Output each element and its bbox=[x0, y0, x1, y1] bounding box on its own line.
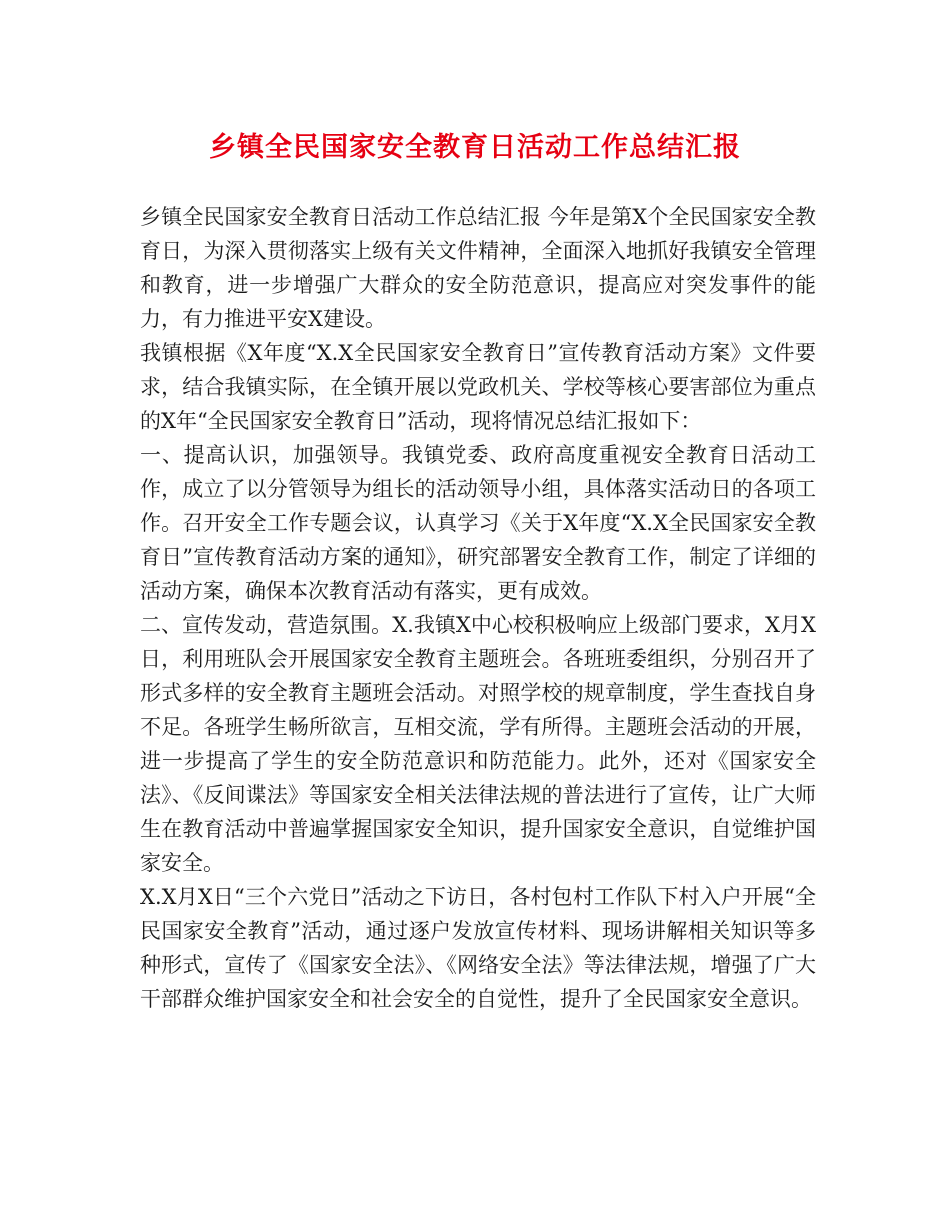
paragraph-basis: 我镇根据《X年度“X.X全民国家安全教育日”宣传教育活动方案》文件要求，结合我镇实际，在全镇开展以党政机关、学校等核心要害部位为重点的X年“全民国家安全教育日”活动，现将情况总结汇报如下： bbox=[140, 341, 816, 433]
paragraph-village-visit: X.X月X日“三个六党日”活动之下访日，各村包村工作队下村入户开展“全民国家安全教育”活动，通过逐户发放宣传材料、现场讲解相关知识等多种形式，宣传了《国家安全法》、《网络安全法》等法律法规，增强了广大干部群众维护国家安全和社会安全的自觉性，提升了全民国家安全意识。 bbox=[140, 885, 816, 1011]
document-title: 乡镇全民国家安全教育日活动工作总结汇报 bbox=[209, 132, 741, 163]
paragraph-intro: 乡镇全民国家安全教育日活动工作总结汇报 今年是第X个全民国家安全教育日，为深入贯彻落实上级有关文件精神，全面深入地抓好我镇安全管理和教育，进一步增强广大群众的安全防范意识，提高应对突发事件的能力，有力推进平安X建设。 bbox=[140, 205, 816, 331]
paragraph-section-one: 一、提高认识，加强领导。我镇党委、政府高度重视安全教育日活动工作，成立了以分管领导为组长的活动领导小组，具体落实活动日的各项工作。召开安全工作专题会议，认真学习《关于X年度“X.X全民国家安全教育日”宣传教育活动方案的通知》，研究部署安全教育工作，制定了详细的活动方案，确保本次教育活动有落实，更有成效。 bbox=[140, 443, 816, 603]
paragraph-section-two: 二、宣传发动，营造氛围。X.我镇X中心校积极响应上级部门要求，X月X日，利用班队会开展国家安全教育主题班会。各班班委组织，分别召开了形式多样的安全教育主题班会活动。对照学校的规章制度，学生查找自身不足。各班学生畅所欲言，互相交流，学有所得。主题班会活动的开展，进一步提高了学生的安全防范意识和防范能力。此外，还对《国家安全法》、《反间谍法》等国家安全相关法律法规的普法进行了宣传，让广大师生在教育活动中普遍掌握国家安全知识，提升国家安全意识，自觉维护国家安全。 bbox=[140, 613, 816, 875]
document-body bbox=[140, 200, 816, 1016]
